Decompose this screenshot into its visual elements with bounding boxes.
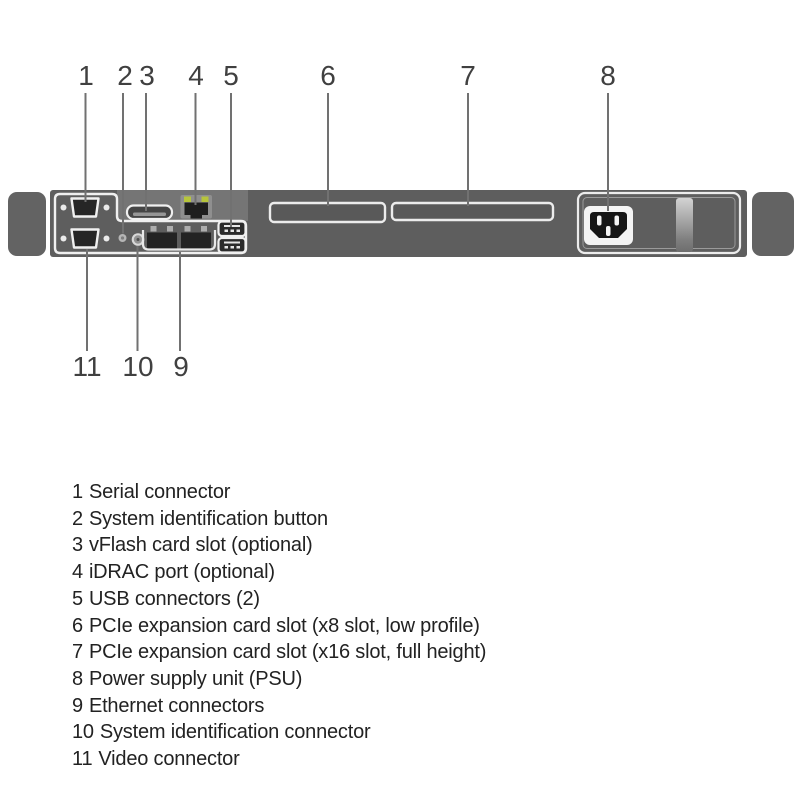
screw-hole-icon xyxy=(61,205,67,211)
legend-item-label: Ethernet connectors xyxy=(88,694,265,717)
system-id-button-icon xyxy=(119,234,127,242)
ethernet-led-icon xyxy=(151,226,157,232)
legend-item-number: 8 xyxy=(72,667,83,690)
legend-item xyxy=(72,559,486,586)
legend-item-number: 11 xyxy=(72,748,93,771)
legend-item-number: 9 xyxy=(72,694,83,717)
callout-label-4: 4 xyxy=(188,60,204,91)
callout-label-8: 8 xyxy=(600,60,616,91)
callout-label-3: 3 xyxy=(139,60,155,91)
legend-item xyxy=(72,746,486,773)
legend-item-label: USB connectors (2) xyxy=(88,587,260,610)
psu-handle-icon xyxy=(676,198,693,252)
vflash-card-slot-icon xyxy=(127,206,172,220)
legend-item-label: Serial connector xyxy=(88,481,231,503)
pcie-slot-x16-icon xyxy=(392,203,553,220)
screw-hole-icon xyxy=(61,236,67,242)
legend-item-label: Video connector xyxy=(98,748,240,771)
legend-item-number: 6 xyxy=(72,614,83,637)
callout-label-1: 1 xyxy=(78,60,94,91)
legend-item xyxy=(72,719,486,746)
callout-label-6: 6 xyxy=(320,60,336,91)
legend-item-number: 7 xyxy=(72,641,83,664)
legend-item-number: 4 xyxy=(72,561,83,584)
ethernet-led-icon xyxy=(167,226,173,232)
legend-item xyxy=(72,506,486,533)
legend-item-number: 10 xyxy=(72,721,94,744)
callout-label-7: 7 xyxy=(460,60,476,91)
legend-item-number: 3 xyxy=(72,534,83,557)
idrac-led-icon xyxy=(202,197,209,203)
legend-item-label: iDRAC port (optional) xyxy=(88,561,275,584)
legend-item-label: System identification connector xyxy=(99,721,371,744)
legend-item-label: Power supply unit (PSU) xyxy=(88,667,303,690)
screw-hole-icon xyxy=(104,205,110,211)
screw-hole-icon xyxy=(104,236,110,242)
legend-item xyxy=(72,666,486,693)
ethernet-led-icon xyxy=(185,226,191,232)
callout-label-10: 10 xyxy=(122,351,154,382)
legend-item xyxy=(72,532,486,559)
callout-label-9: 9 xyxy=(173,351,189,382)
legend-item-number: 2 xyxy=(72,507,83,530)
callout-label-2: 2 xyxy=(117,60,133,91)
legend-item-label: PCIe expansion card slot (x16 slot, full height) xyxy=(88,641,487,664)
legend-item xyxy=(72,479,486,506)
ethernet-led-icon xyxy=(201,226,207,232)
legend-list xyxy=(72,479,486,773)
callout-label-5: 5 xyxy=(223,60,239,91)
legend-item xyxy=(72,586,486,613)
legend-item-number: 1 xyxy=(72,481,83,503)
idrac-led-icon xyxy=(184,197,191,203)
power-inlet-icon xyxy=(584,206,633,245)
legend-item-number: 5 xyxy=(72,587,83,610)
legend-item xyxy=(72,693,486,720)
legend-item-label: PCIe expansion card slot (x8 slot, low profile) xyxy=(88,614,480,637)
left-rack-ear xyxy=(8,192,46,256)
right-rack-ear xyxy=(752,192,794,256)
legend-item-label: System identification button xyxy=(88,507,328,530)
legend-item-label: vFlash card slot (optional) xyxy=(88,534,313,557)
legend-item xyxy=(72,639,486,666)
legend-item xyxy=(72,613,486,640)
callout-label-11: 11 xyxy=(72,351,102,382)
